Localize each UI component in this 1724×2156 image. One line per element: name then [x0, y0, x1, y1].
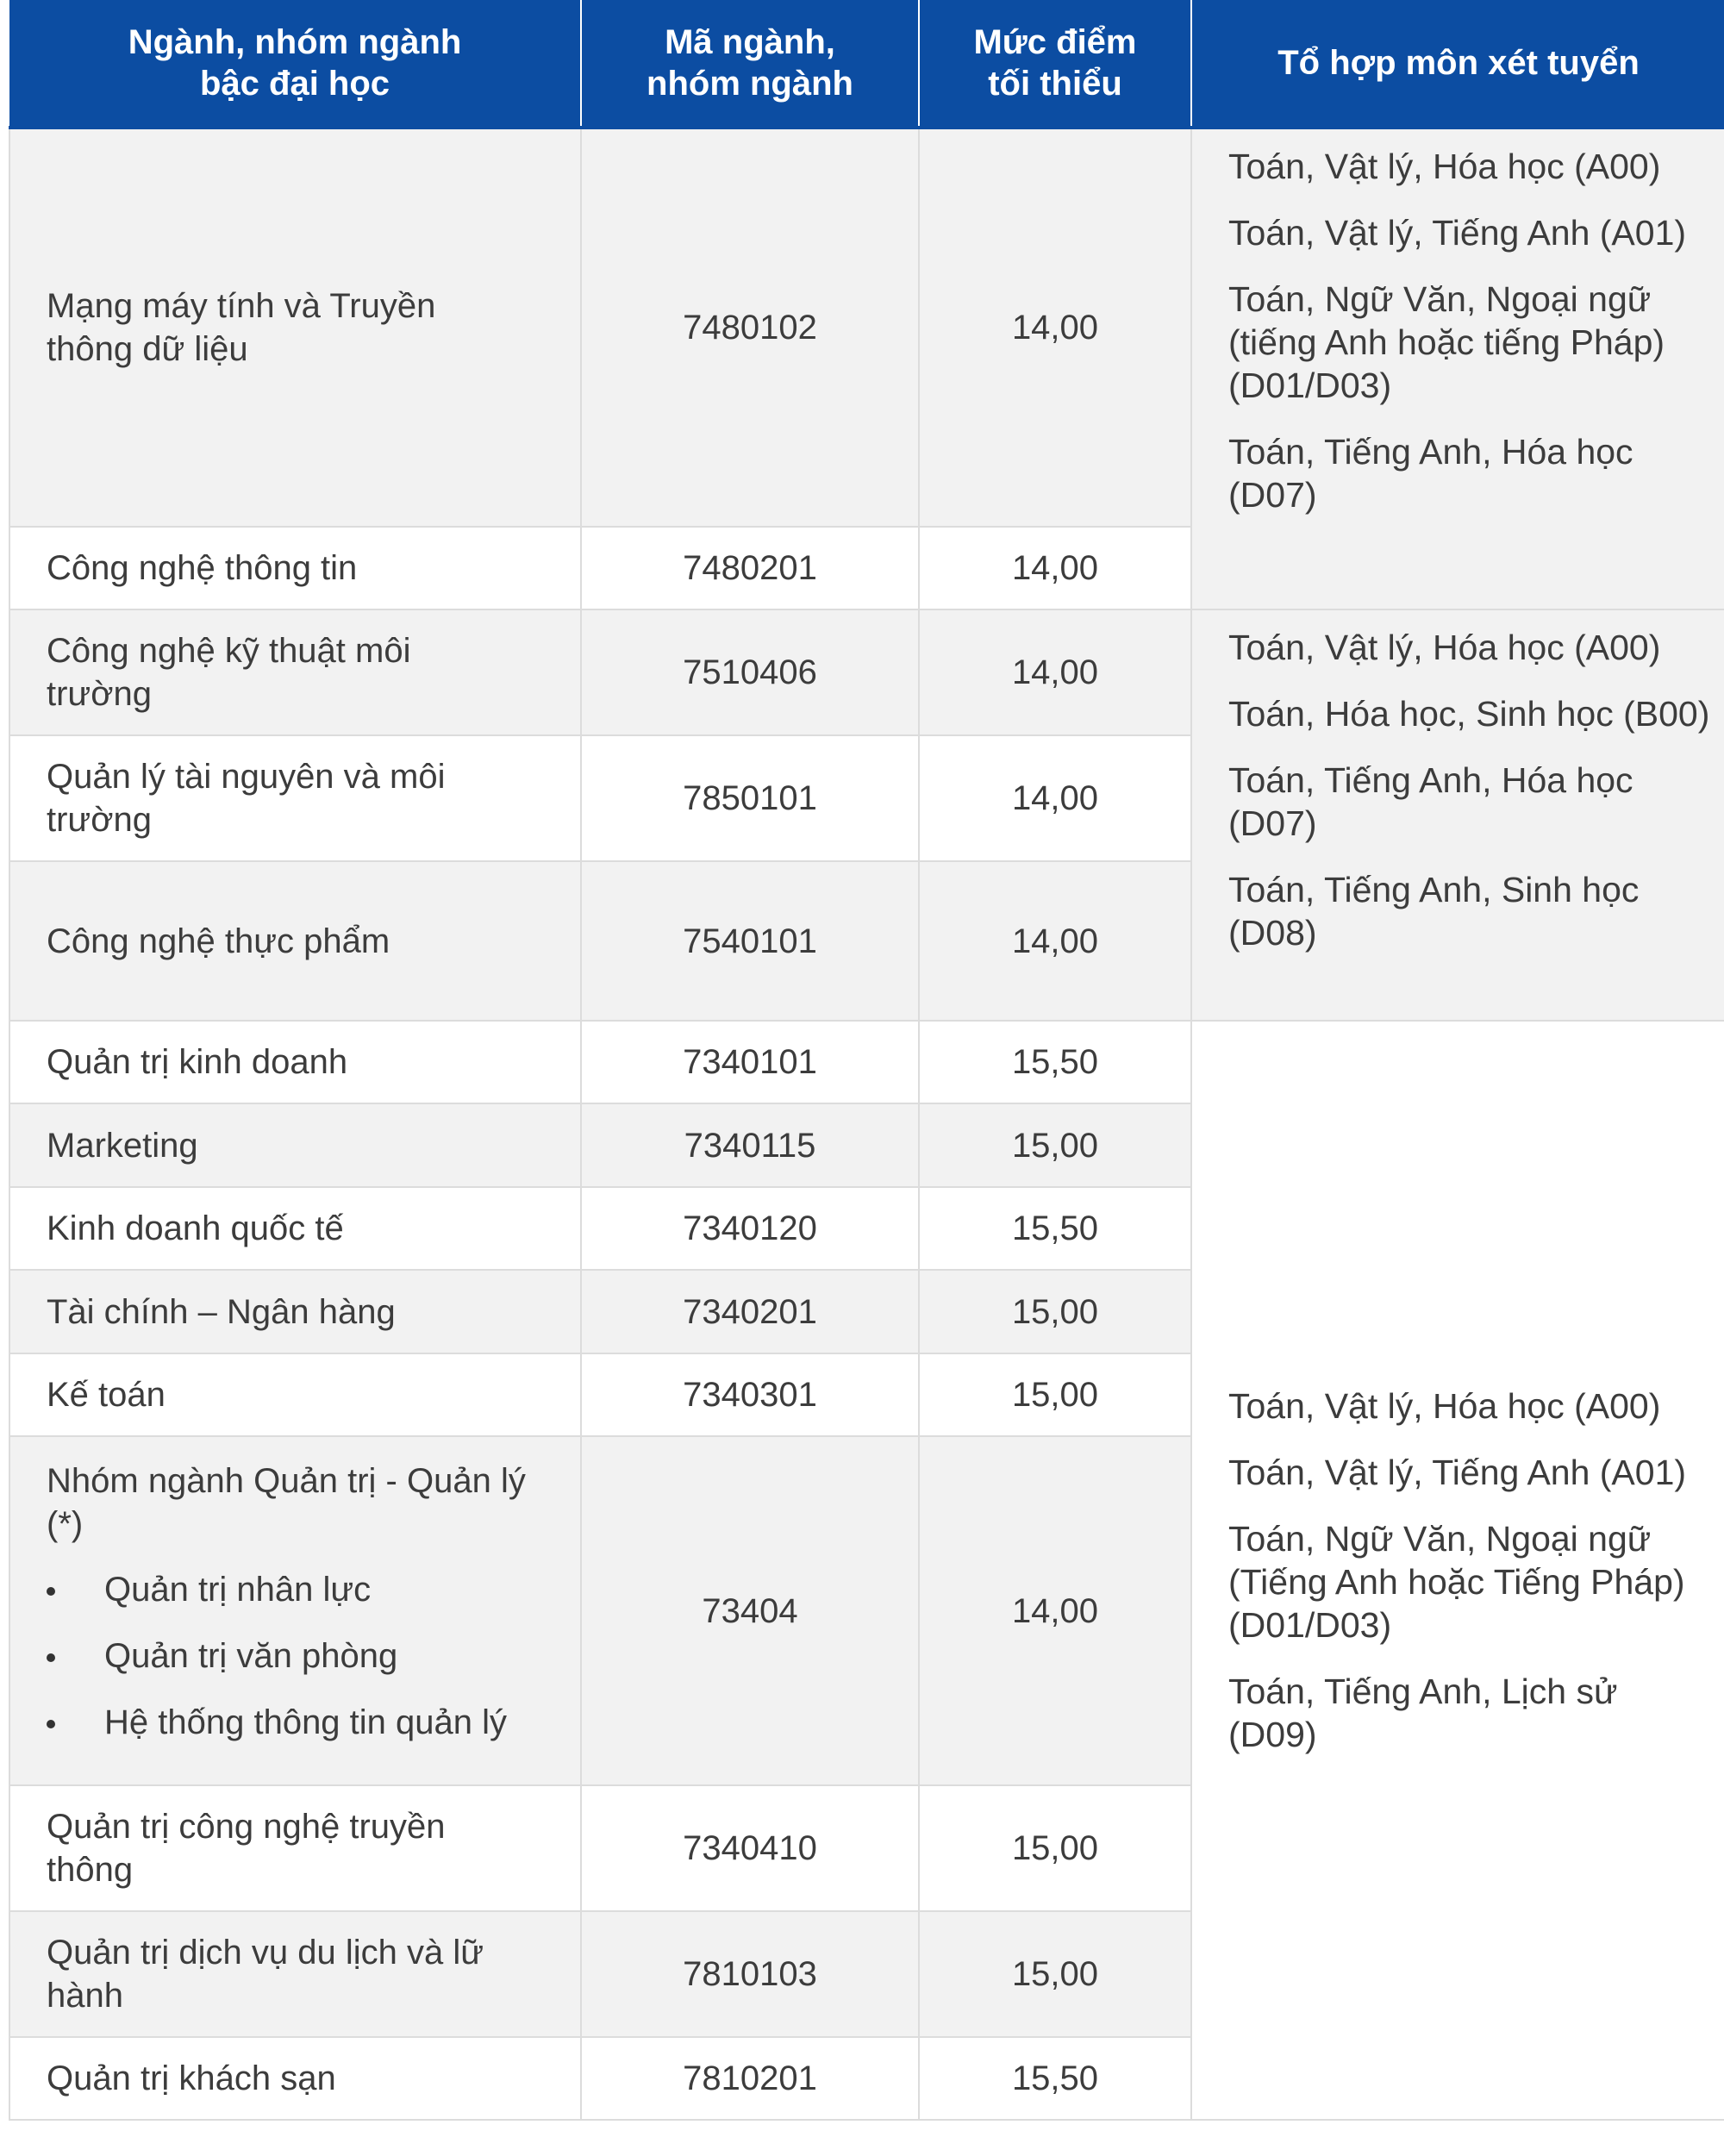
major-code: 7540101: [581, 861, 919, 1021]
major-code: 7850101: [581, 735, 919, 861]
admission-table: [9, 0, 1724, 2121]
major-code: 73404: [581, 1436, 919, 1785]
min-score: 15,50: [919, 1021, 1191, 1103]
table-row: [9, 1021, 1724, 1103]
major-code: 7810103: [581, 1911, 919, 2037]
combo-item: Toán, Tiếng Anh, Hóa học (D07): [1228, 760, 1633, 843]
sub-major-list: [47, 1568, 580, 1744]
major-code: 7340120: [581, 1187, 919, 1270]
major-name: Công nghệ thực phẩm: [9, 861, 581, 1021]
major-name: Công nghệ thông tin: [9, 527, 581, 609]
combo-item: Toán, Tiếng Anh, Lịch sử (D09): [1228, 1672, 1618, 1754]
header-code: Mã ngành, nhóm ngành: [581, 0, 919, 128]
min-score: 14,00: [919, 1436, 1191, 1785]
major-name: Kinh doanh quốc tế: [9, 1187, 581, 1270]
major-code: 7480102: [581, 128, 919, 527]
major-code: 7340410: [581, 1785, 919, 1911]
min-score: 15,50: [919, 1187, 1191, 1270]
list-item: Quản trị nhân lực: [47, 1568, 580, 1611]
min-score: 15,00: [919, 1911, 1191, 2037]
min-score: 15,00: [919, 1103, 1191, 1187]
list-item: Quản trị văn phòng: [47, 1634, 580, 1678]
combo-item: Toán, Tiếng Anh, Hóa học (D07): [1228, 432, 1633, 515]
major-name: Mạng máy tính và Truyền thông dữ liệu: [9, 128, 581, 527]
major-name: Công nghệ kỹ thuật môi trường: [9, 609, 581, 735]
combo-item: Toán, Hóa học, Sinh học (B00): [1228, 694, 1710, 734]
min-score: 14,00: [919, 735, 1191, 861]
min-score: 15,50: [919, 2037, 1191, 2120]
combo-item: Toán, Vật lý, Hóa học (A00): [1228, 1386, 1661, 1426]
list-item: Hệ thống thông tin quản lý: [47, 1701, 580, 1744]
header-min-score: Mức điểm tối thiểu: [919, 0, 1191, 128]
major-name: Quản trị kinh doanh: [9, 1021, 581, 1103]
combo-item: Toán, Ngữ Văn, Ngoại ngữ (Tiếng Anh hoặc Tiếng Pháp) (D01/D03): [1228, 1519, 1685, 1645]
table-row: [9, 609, 1724, 735]
major-code: 7340115: [581, 1103, 919, 1187]
major-code: 7480201: [581, 527, 919, 609]
header-subjects: Tổ hợp môn xét tuyển: [1191, 0, 1724, 128]
combo-item: Toán, Vật lý, Hóa học (A00): [1228, 628, 1661, 667]
major-group-name: Nhóm ngành Quản trị - Quản lý (*) Quản trị nhân lực Quản trị văn phòng Hệ thống thông tin quản lý: [9, 1436, 581, 1785]
header-major: Ngành, nhóm ngành bậc đại học: [9, 0, 581, 128]
major-code: 7510406: [581, 609, 919, 735]
subject-combinations: [1191, 609, 1724, 1021]
major-code: 7340201: [581, 1270, 919, 1353]
major-code: 7810201: [581, 2037, 919, 2120]
major-name: Quản trị công nghệ truyền thông: [9, 1785, 581, 1911]
min-score: 14,00: [919, 861, 1191, 1021]
min-score: 15,00: [919, 1270, 1191, 1353]
major-name: Kế toán: [9, 1353, 581, 1436]
major-name: Quản trị dịch vụ du lịch và lữ hành: [9, 1911, 581, 2037]
major-name: Quản lý tài nguyên và môi trường: [9, 735, 581, 861]
major-code: 7340101: [581, 1021, 919, 1103]
major-name: Quản trị khách sạn: [9, 2037, 581, 2120]
min-score: 14,00: [919, 128, 1191, 527]
combo-item: Toán, Ngữ Văn, Ngoại ngữ (tiếng Anh hoặc tiếng Pháp) (D01/D03): [1228, 279, 1665, 405]
major-name: Marketing: [9, 1103, 581, 1187]
subject-combinations: [1191, 1021, 1724, 2120]
min-score: 14,00: [919, 527, 1191, 609]
major-name: Tài chính – Ngân hàng: [9, 1270, 581, 1353]
combo-item: Toán, Vật lý, Tiếng Anh (A01): [1228, 1453, 1687, 1492]
combo-item: Toán, Vật lý, Hóa học (A00): [1228, 147, 1661, 186]
combo-item: Toán, Vật lý, Tiếng Anh (A01): [1228, 213, 1687, 253]
major-code: 7340301: [581, 1353, 919, 1436]
min-score: 15,00: [919, 1785, 1191, 1911]
min-score: 15,00: [919, 1353, 1191, 1436]
combo-item: Toán, Tiếng Anh, Sinh học (D08): [1228, 870, 1640, 953]
subject-combinations: [1191, 128, 1724, 609]
header-row: [9, 0, 1724, 128]
min-score: 14,00: [919, 609, 1191, 735]
table-row: [9, 128, 1724, 527]
